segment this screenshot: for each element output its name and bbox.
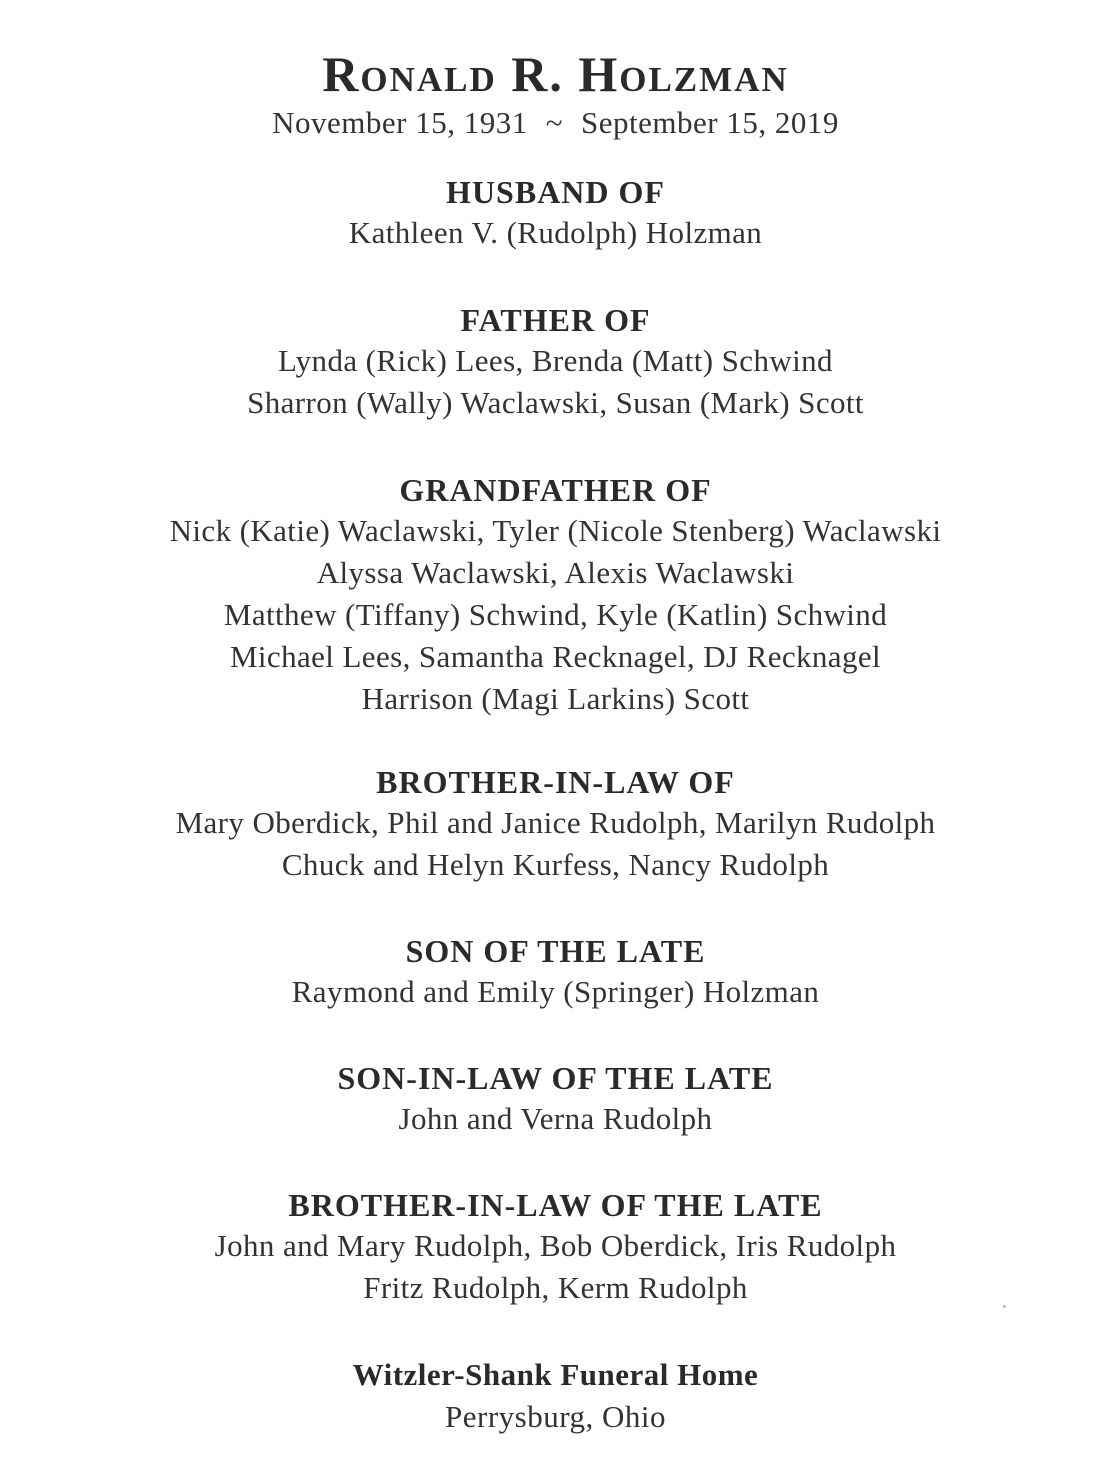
section-son-of-the-late [0, 931, 1111, 1013]
death-date: September 15, 2019 [581, 105, 839, 140]
section-line: Sharron (Wally) Waclawski, Susan (Mark) Scott [247, 385, 864, 420]
scan-speck [1003, 1305, 1006, 1308]
section-line: John and Mary Rudolph, Bob Oberdick, Iris Rudolph [214, 1228, 897, 1263]
section-line: Mary Oberdick, Phil and Janice Rudolph, Marilyn Rudolph [175, 805, 936, 840]
section-father-of [0, 300, 1111, 424]
section-line: Matthew (Tiffany) Schwind, Kyle (Katlin) Schwind [223, 597, 888, 632]
section-brother-in-law-of [0, 762, 1111, 886]
section-line: Kathleen V. (Rudolph) Holzman [348, 215, 763, 250]
section-line: Raymond and Emily (Springer) Holzman [291, 974, 820, 1009]
section-heading: BROTHER-IN-LAW OF THE LATE [288, 1187, 823, 1223]
section-line: Michael Lees, Samantha Recknagel, DJ Recknagel [229, 639, 882, 674]
date-separator: ~ [545, 105, 564, 140]
section-line: John and Verna Rudolph [398, 1101, 713, 1136]
section-heading: GRANDFATHER OF [399, 472, 712, 508]
section-brother-in-law-of-the-late [0, 1185, 1111, 1309]
section-heading: FATHER OF [460, 302, 651, 338]
funeral-home-location: Perrysburg, Ohio [445, 1399, 666, 1434]
section-heading: BROTHER-IN-LAW OF [376, 764, 735, 800]
life-dates [0, 103, 1111, 143]
section-line: Fritz Rudolph, Kerm Rudolph [363, 1270, 748, 1305]
section-line: Chuck and Helyn Kurfess, Nancy Rudolph [281, 847, 830, 882]
section-line: Lynda (Rick) Lees, Brenda (Matt) Schwind [278, 343, 833, 378]
section-son-in-law-of-the-late [0, 1058, 1111, 1140]
section-line: Nick (Katie) Waclawski, Tyler (Nicole Stenberg) Waclawski [169, 513, 942, 548]
funeral-home-name: Witzler-Shank Funeral Home [352, 1357, 759, 1392]
deceased-name: Ronald R. Holzman [322, 46, 789, 102]
funeral-home-block [0, 1354, 1111, 1438]
birth-date: November 15, 1931 [272, 105, 528, 140]
section-grandfather-of [0, 470, 1111, 720]
section-heading: HUSBAND OF [446, 174, 665, 210]
section-line: Alyssa Waclawski, Alexis Waclawski [316, 555, 795, 590]
section-heading: SON-IN-LAW OF THE LATE [337, 1060, 774, 1096]
section-heading: SON OF THE LATE [405, 933, 706, 969]
section-line: Harrison (Magi Larkins) Scott [361, 681, 750, 716]
section-husband-of [0, 172, 1111, 254]
